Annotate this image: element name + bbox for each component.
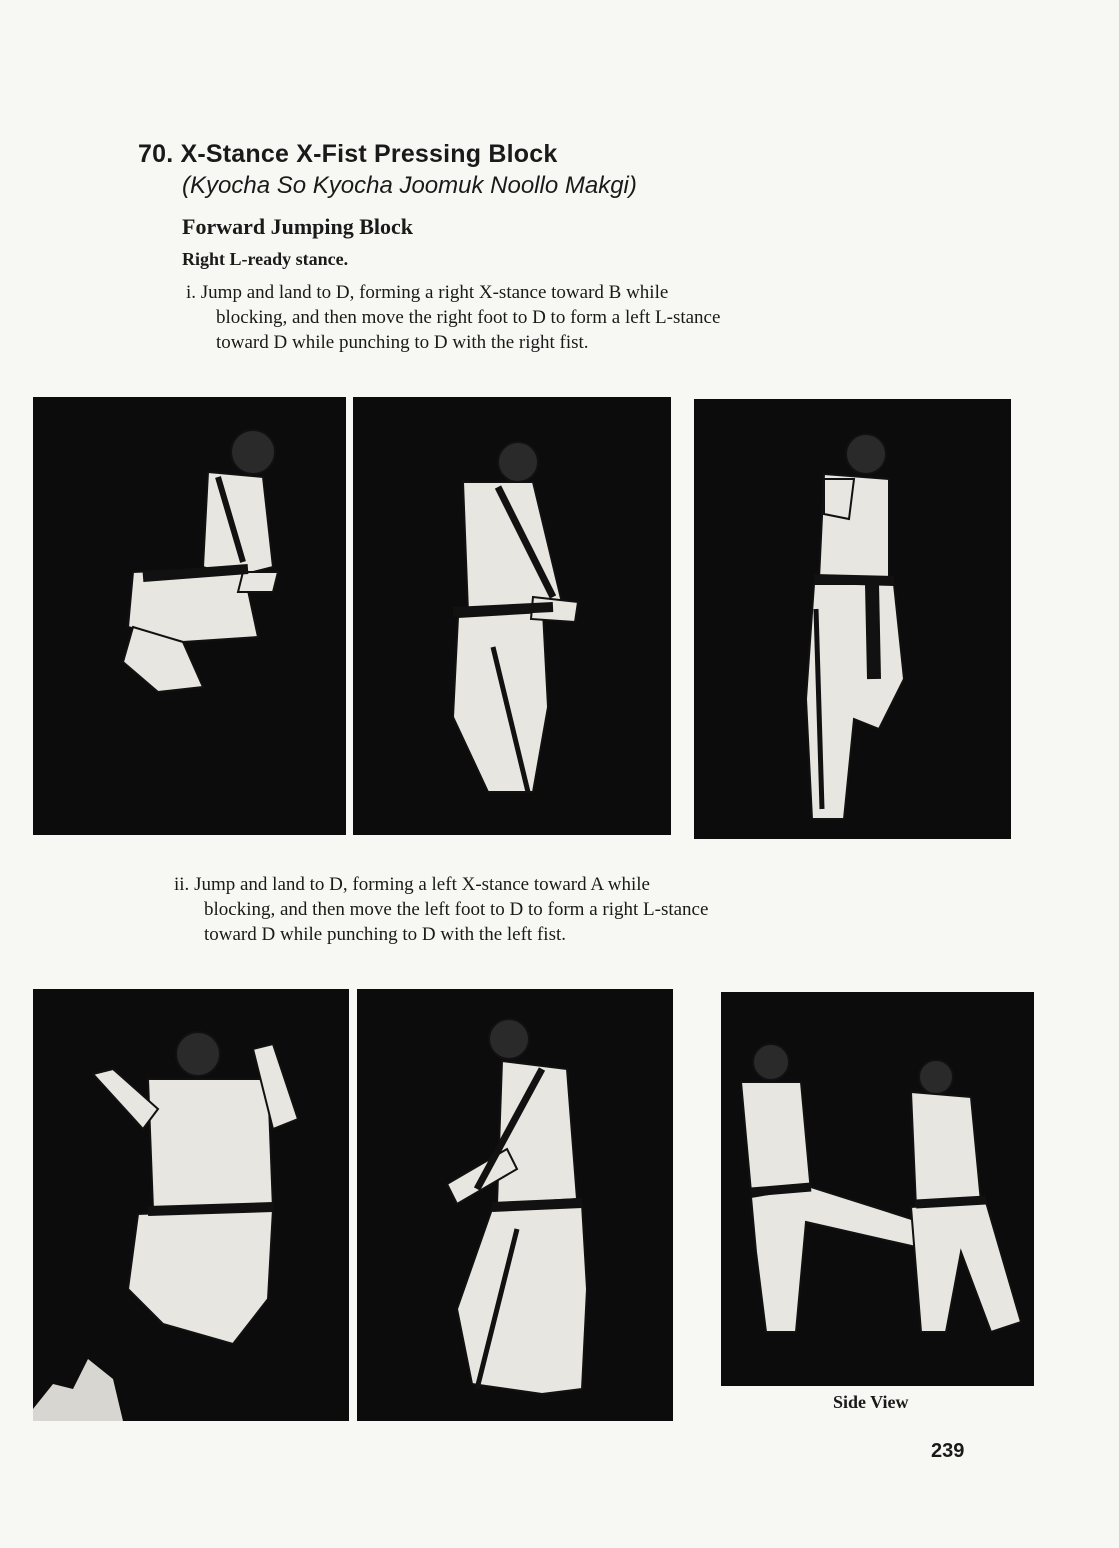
page-number: 239 — [931, 1440, 965, 1462]
step-two — [174, 872, 708, 947]
figure-illustration — [33, 397, 346, 835]
section-subtitle: (Kyocha So Kyocha Joomuk Noollo Makgi) — [182, 172, 637, 199]
step-text-line: toward D while punching to D with the left fist. — [204, 924, 566, 945]
step-text-line: blocking, and then move the right foot to D to form a left L-stance — [216, 307, 721, 328]
figure-illustration — [694, 399, 1011, 839]
step-number: ii. — [174, 874, 190, 895]
side-view-caption: Side View — [833, 1392, 909, 1412]
step-text-line: blocking, and then move the left foot to D to form a right L-stance — [204, 899, 709, 920]
step-text-line: Jump and land to D, forming a right X-stance toward B while — [200, 282, 669, 303]
photo-jumping-arms-raised — [33, 989, 349, 1421]
figure-illustration — [33, 989, 349, 1421]
section-title: 70. X-Stance X-Fist Pressing Block — [138, 140, 558, 168]
starting-stance: Right L-ready stance. — [182, 249, 349, 269]
figure-illustration — [357, 989, 673, 1421]
figure-illustration — [721, 992, 1034, 1386]
step-one — [186, 280, 720, 355]
photo-landing-x-stance — [353, 397, 671, 835]
photo-side-view-pair — [721, 992, 1034, 1386]
step-text-line: toward D while punching to D with the right fist. — [216, 332, 589, 353]
figure-illustration — [353, 397, 671, 835]
step-text-line: Jump and land to D, forming a left X-stance toward A while — [194, 874, 650, 895]
photo-landing-x-stance-left — [357, 989, 673, 1421]
photo-jumping-crouch — [33, 397, 346, 835]
photo-l-stance-punch — [694, 399, 1011, 839]
subsection-heading: Forward Jumping Block — [182, 214, 414, 239]
step-number: i. — [186, 282, 197, 303]
